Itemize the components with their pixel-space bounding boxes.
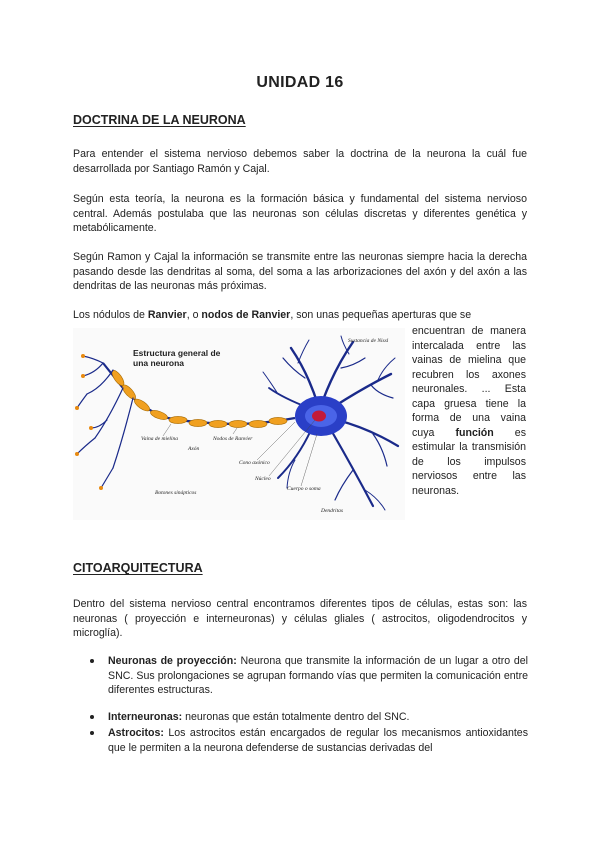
p4-text-1: Los nódulos de — [73, 309, 148, 321]
side-text-1: encuentran de manera intercalada entre las vainas de mielina que recubren los axones neuronales. ... Esta capa gruesa tiene la forma de una vaina cuya — [412, 325, 526, 439]
label-dendritas: Dendritas — [321, 508, 343, 514]
label-botones: Botones sinápticos — [155, 490, 197, 496]
label-cono: Cono axónico — [239, 460, 270, 466]
figure-title-line1: Estructura general de — [133, 348, 221, 358]
paragraph-1: Para entender el sistema nervioso debemos saber la doctrina de la neurona la cuál fue desarrollada por Santiago Ramón y Cajal. — [73, 148, 527, 175]
label-cuerpo: Cuerpo o soma — [287, 486, 321, 492]
list-item — [108, 654, 528, 698]
paragraph-2: Según esta teoría, la neurona es la formación básica y fundamental del sistema nervioso central. Además postulaba que las neuronas son células discretas y diferentes genética y metabólicamente. — [73, 193, 527, 235]
side-bold-funcion: función — [455, 426, 494, 439]
figure-title-line2: una neurona — [133, 358, 185, 368]
figure-side-text — [412, 324, 526, 498]
paragraph-citoarquitectura: Dentro del sistema nervioso central encontramos diferentes tipos de células, estas son: las neuronas ( proyección e interneuronas) y células gliales ( astrocitos, oligodendrocitos y microglía). — [73, 598, 527, 640]
list-item — [108, 710, 528, 725]
page-title: UNIDAD 16 — [256, 74, 344, 91]
label-leaders — [163, 420, 317, 486]
p4-bold-ranvier: Ranvier — [147, 309, 187, 321]
paragraph-3: Según Ramon y Cajal la información se transmite entre las neuronas siempre hacia la derecha pasando desde las dendritas al soma, del soma a las arborizaciones del axón y del axón a las dendritas de las neuronas más próximas. — [73, 251, 527, 293]
label-sustancia: Sustancia de Nissl — [348, 338, 389, 344]
label-nucleo: Núcleo — [255, 476, 271, 482]
p4-text-2: , o — [186, 309, 202, 321]
neuron-figure — [73, 328, 405, 520]
paragraph-4 — [73, 308, 527, 323]
list-item-text: neuronas que están totalmente dentro del SNC. — [182, 710, 410, 723]
label-axon: Axón — [188, 446, 200, 452]
myelin-sheath — [110, 369, 287, 428]
p4-bold-nodos: nodos de Ranvier — [201, 309, 291, 321]
axon-terminals — [77, 356, 133, 488]
label-nodos: Nodos de Ranvier — [213, 436, 253, 442]
section-heading-citoarquitectura: CITOARQUITECTURA — [73, 561, 203, 575]
list-item — [108, 726, 528, 755]
list-item-text: Los astrocitos están encargados de regular los mecanismos antioxidantes que le permiten a la neurona defenderse de sustancias derivadas del — [108, 727, 528, 754]
list-item-term: Interneuronas: — [108, 710, 183, 723]
neuron-diagram — [73, 328, 405, 520]
cell-type-list — [108, 654, 528, 756]
nucleus — [312, 411, 326, 422]
p4-text-3: , son unas pequeñas aperturas que se — [290, 309, 472, 321]
label-vaina: Vaina de mielina — [141, 436, 178, 442]
list-item-term: Astrocitos: — [108, 727, 164, 740]
side-text-2: es estimular la transmisión de los impulsos nerviosos entre las neuronas. — [412, 426, 526, 497]
section-heading-doctrina: DOCTRINA DE LA NEURONA — [73, 113, 246, 127]
list-item-text: Neurona que transmite la información de un lugar a otro del SNC. Sus prolongaciones se agrupan formando vías que permiten la comunicación entre diferentes estructuras. — [108, 655, 529, 697]
list-item-term: Neuronas de proyección: — [108, 655, 237, 667]
